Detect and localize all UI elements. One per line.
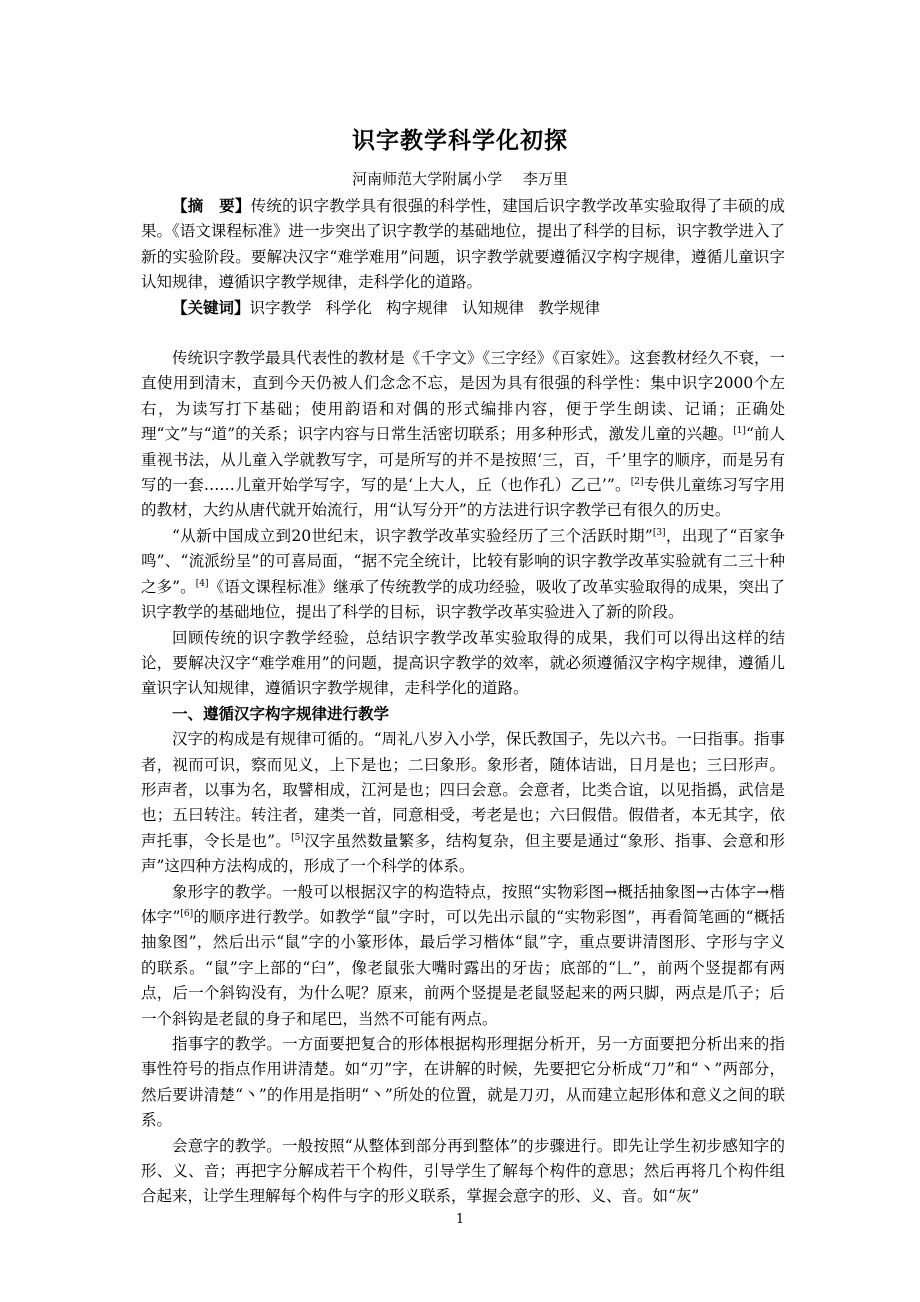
page-number: 1 bbox=[455, 1212, 465, 1227]
citation-ref: [3] bbox=[652, 527, 666, 538]
keywords-label: 【关键词】 bbox=[172, 298, 250, 317]
paragraph-text: 汉字虽然数量繁多，结构复杂，但主要是通过“象形、指事、会意和形声”这四种方法构成的，形成了一个科学的体系。 bbox=[141, 831, 785, 876]
abstract bbox=[141, 194, 785, 296]
paragraph-text: “从新中国成立到20世纪末，识字教学改革实验经历了三个活跃时期” bbox=[172, 526, 653, 545]
paragraph-2 bbox=[141, 524, 785, 626]
paragraph-4 bbox=[141, 727, 785, 879]
paragraph-5 bbox=[141, 880, 785, 1032]
spacer bbox=[141, 321, 785, 346]
author-name: 李万里 bbox=[522, 170, 568, 188]
keyword-item: 构字规律 bbox=[386, 298, 449, 317]
citation-ref: [4] bbox=[195, 578, 209, 589]
article-body bbox=[141, 194, 785, 1210]
citation-ref: [6] bbox=[180, 908, 194, 919]
keyword-item: 认知规律 bbox=[462, 298, 525, 317]
author-line bbox=[0, 168, 920, 189]
keyword-item: 教学规律 bbox=[538, 298, 601, 317]
paragraph-3: 回顾传统的识字教学经验，总结识字教学改革实验取得的成果，我们可以得出这样的结论，要解决汉字“难学难用”的问题，提高识字教学的效率，就必须遵循汉字构字规律，遵循儿童识字认知规律，遵循识字教学规律，走科学化的道路。 bbox=[141, 628, 785, 698]
abstract-label: 【摘 要】 bbox=[172, 197, 251, 215]
keyword-item: 科学化 bbox=[325, 298, 373, 317]
paragraph-text: 象形字的教学。一般可以根据汉字的构造特点，按照“实物彩图→概括抽象图→古体字→楷体字” bbox=[141, 882, 785, 926]
abstract-text: 传统的识字教学具有很强的科学性，建国后识字教学改革实验取得了丰硕的成果。《语文课程标准》进一步突出了识字教学的基础地位，提出了科学的目标，识字教学进入了新的实验阶段。要解决汉字“难学难用”问题，识字教学就要遵循汉字构字规律，遵循儿童识字认知规律，遵循识字教学规律，走科学化的道路。 bbox=[141, 197, 785, 292]
paragraph-text: 汉字的构成是有规律可循的。“周礼八岁入小学，保氏教国子，先以六书。一曰指事。指事者，视而可识，察而见义，上下是也；二曰象形。象形者，随体诘诎，日月是也；三曰形声。形声者，以事为名，取譬相成，江河是也；四曰会意。会意者，比类合谊，以见指撝，武信是也；五曰转注。转注者，建类一首，同意相受，考老是也；六曰假借。假借者，本无其字，依声托事，令长是也”。 bbox=[141, 730, 785, 850]
paragraph-text: 《语文课程标准》继承了传统教学的成功经验，吸收了改革实验取得的成果，突出了识字教学的基础地位，提出了科学的目标，识字教学改革实验进入了新的阶段。 bbox=[141, 577, 785, 622]
author-affiliation: 河南师范大学附属小学 bbox=[352, 170, 503, 188]
paragraph-text: “前人重视书法，从儿童入学就教写字，可是所写的并不是按照‘三，百，千’里字的顺序，而是另有写的一套……儿童开始学写字，写的是‘上大人，丘（也作孔）乙己’”。 bbox=[141, 425, 785, 495]
paragraph-1 bbox=[141, 346, 785, 524]
paragraph-6: 指事字的教学。一方面要把复合的形体根据构形理据分析开，另一方面要把分析出来的指事性符号的指点作用讲清楚。如“刃”字，在讲解的时候，先要把它分析成“刀”和“丶”两部分，然后要讲清楚“丶”的作用是指明“丶”所处的位置，就是刀刃，从而建立起形体和意义之间的联系。 bbox=[141, 1035, 785, 1130]
paragraph-text: 的顺序进行教学。如教学“鼠”字时，可以先出示鼠的“实物彩图”，再看简笔画的“概括抽象图”，然后出示“鼠”字的小篆形体，最后学习楷体“鼠”字，重点要讲清图形、字形与字义的联系。“鼠”字上部的“臼”，像老鼠张大嘴时露出的牙齿；底部的“𠃊”，前两个竖提都有两点，后一个斜钩没有，为什么呢？原来，前两个竖提是老鼠竖起来的两只脚，两点是爪子；后一个斜钩是老鼠的身子和尾巴，当然不可能有两点。 bbox=[141, 907, 785, 1028]
section-heading: 一、遵循汉字构字规律进行教学 bbox=[172, 704, 390, 723]
keyword-item: 识字教学 bbox=[249, 298, 312, 317]
paragraph-text: 专供儿童练习写字用的教材，大约从唐代就开始流行，用“认写分开”的方法进行识字教学已有很久的历史。 bbox=[141, 476, 785, 520]
citation-ref: [2] bbox=[630, 477, 644, 488]
paragraph-text: ，出现了“百家争鸣”、“流派纷呈”的可喜局面，“据不完全统计，比较有影响的识字教学改革实验就有二三十种之多”。 bbox=[141, 526, 785, 596]
page-title: 识字教学科学化初探 bbox=[352, 128, 568, 154]
keywords bbox=[141, 296, 785, 321]
paragraph-text: 传统识字教学最具代表性的教材是《千字文》《三字经》《百家姓》。这套教材经久不衰，一直使用到清末，直到今天仍被人们念念不忘，是因为具有很强的科学性：集中识字2000个左右，为读写打下基础；使用韵语和对偶的形式编排内容，便于学生朗读、记诵；正确处理“文”与“道”的关系；识字内容与日常生活密切联系；用多种形式，激发儿童的兴趣。 bbox=[141, 349, 785, 444]
paragraph-7: 会意字的教学。一般按照“从整体到部分再到整体”的步骤进行。即先让学生初步感知字的形、义、音；再把字分解成若干个构件，引导学生了解每个构件的意思；然后再将几个构件组合起来，让学生理解每个构件与字的形义联系，掌握会意字的形、义、音。如“灰” bbox=[141, 1136, 785, 1206]
citation-ref: [1] bbox=[733, 426, 746, 437]
citation-ref: [5] bbox=[291, 832, 304, 843]
